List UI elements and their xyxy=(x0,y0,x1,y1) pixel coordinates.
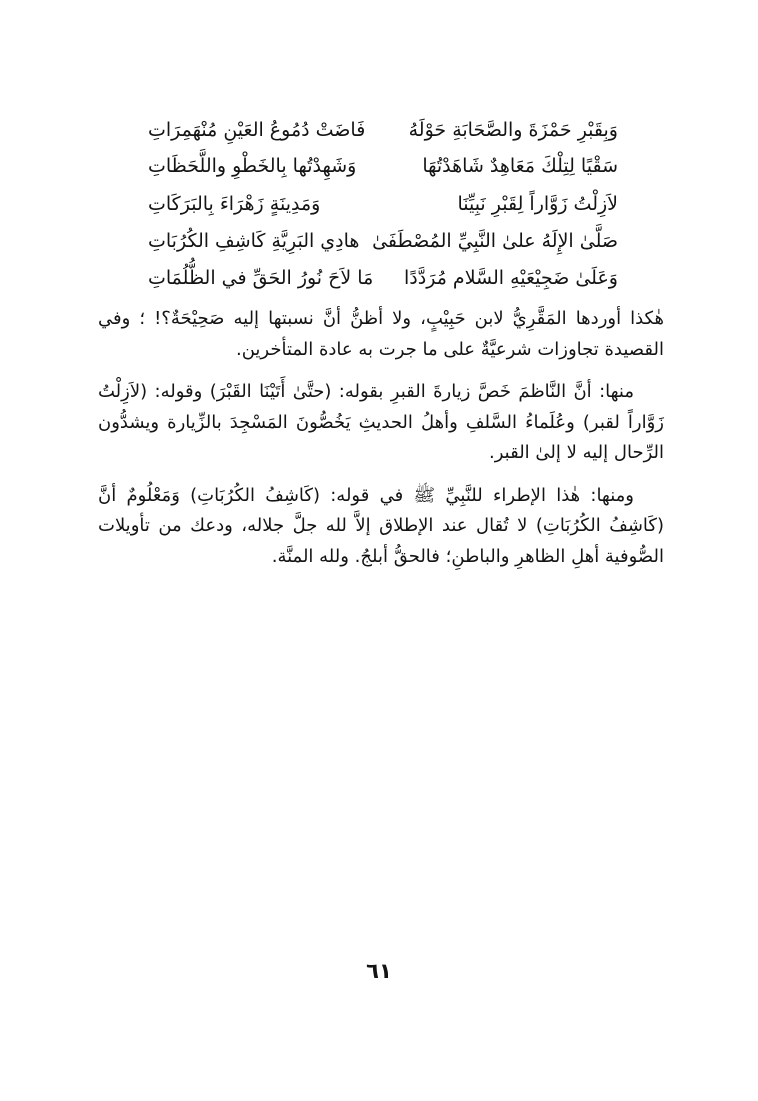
verse-first-hemistich: صَلَّىٰ الإِلَهُ علىٰ النَّبِيِّ المُصْطَفَىٰ xyxy=(372,230,618,252)
verse-first-hemistich: وَعَلَىٰ ضَجِيْعَيْهِ السَّلام مُرَدَّدًا xyxy=(404,267,618,289)
verse-second-hemistich: هادِي البَرِيَّةِ كَاشِفِ الكُرُبَاتِ xyxy=(148,230,360,252)
verse-second-hemistich: وَمَدِينَةٍ زَهْرَاءَ بِالبَرَكَاتِ xyxy=(148,193,321,215)
poem-verse xyxy=(148,112,618,148)
paragraph: منها: أنَّ النَّاظمَ خَصَّ زيارةَ القبرِ بقوله: (حتَّىٰ أَتَيْنَا القَبْرَ) وقوله: (لاَزِلْتُ زَوَّاراً لقبر) وعُلَماءُ السَّلفِ وأهلُ الحديثِ يَخُصُّونَ المَسْجِدَ بالزِّيارة ويشدُّون الرِّحال إليه لا إلىٰ القبر. xyxy=(98,381,664,463)
verse-second-hemistich: وَشَهِدْتُها بِالخَطْوِ واللَّحَظَاتِ xyxy=(148,155,357,177)
verse-second-hemistich: فَاضَتْ دُمُوعُ العَيْنِ مُنْهَمِرَاتِ xyxy=(148,119,366,141)
paragraph: هٰكذا أوردها المَقَّرِيُّ لابن حَبِيْبٍ، ولا أظنُّ أنَّ نسبتها إليه صَحِيْحَةٌ؟! ؛ وفي القصيدة تجاوزات شرعيَّةٌ على ما جرت به عادة المتأخرين. xyxy=(98,308,664,360)
page-number: ٦١ xyxy=(366,959,392,983)
poem-verse xyxy=(148,260,618,296)
paragraph: ومنها: هٰذا الإطراء للنَّبِيِّ ﷺ في قوله: (كَاشِفُ الكُرُبَاتِ) وَمَعْلُومٌ أنَّ (كَاشِفُ الكُرُبَاتِ) لا تُقال عند الإطلاق إلاَّ لله جلَّ جلاله، ودعك من تأويلات الصُّوفية أهلِ الظاهرِ والباطنِ؛ فالحقُّ أبلجُ. ولله المنَّة. xyxy=(98,484,664,567)
verse-first-hemistich: لاَزِلْتُ زَوَّاراً لِقَبْرِ نَبِيِّنَا xyxy=(457,193,618,215)
verse-first-hemistich: سَقْيًا لِتِلْكَ مَعَاهِدٌ شَاهَدْتُهَا xyxy=(422,155,618,177)
poem-verse xyxy=(148,186,618,222)
poem-verse xyxy=(148,223,618,259)
commentary xyxy=(98,304,664,584)
verse-first-hemistich: وَبِقَبْرِ حَمْزَةَ والصَّحَابَةِ حَوْلَهُ xyxy=(408,119,618,141)
verse-second-hemistich: مَا لاَحَ نُورُ الحَقِّ في الظُّلُمَاتِ xyxy=(148,267,374,289)
poem-verse xyxy=(148,148,618,184)
